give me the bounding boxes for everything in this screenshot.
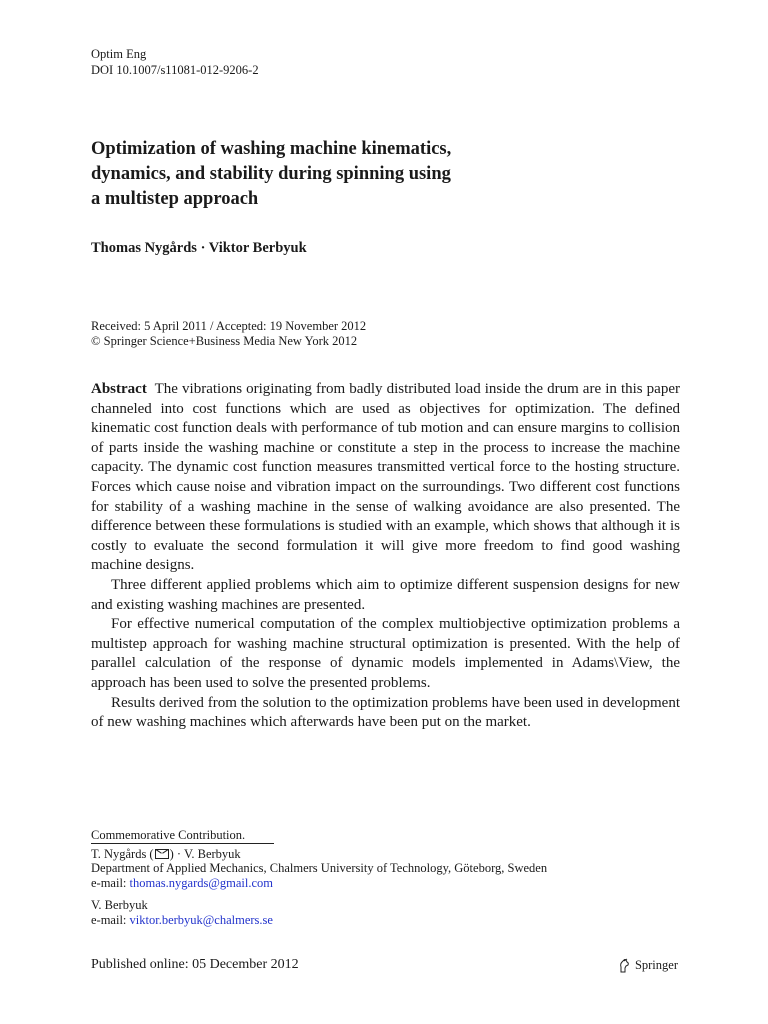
email-label: e-mail: <box>91 875 127 890</box>
email-label: e-mail: <box>91 912 127 927</box>
email-link-2[interactable]: viktor.berbyuk@chalmers.se <box>129 912 273 927</box>
footnote-rule <box>91 843 274 844</box>
footnote-note: Commemorative Contribution. <box>91 828 246 842</box>
envelope-icon <box>155 849 169 859</box>
email-line-2 <box>91 913 680 928</box>
affiliation: Department of Applied Mechanics, Chalmers University of Technology, Göteborg, Sweden <box>91 861 548 876</box>
abstract <box>91 380 680 733</box>
author1-prefix: T. Nygårds ( <box>91 846 154 861</box>
email-line-1 <box>91 876 680 891</box>
doi: DOI 10.1007/s11081-012-9206-2 <box>91 63 259 77</box>
springer-horse-icon <box>618 958 631 973</box>
dates-block <box>91 319 366 349</box>
author-2-name: V. Berbyuk <box>91 898 148 913</box>
received-accepted: Received: 5 April 2011 / Accepted: 19 November 2012 <box>91 319 367 333</box>
publisher-name: Springer <box>634 958 678 972</box>
title-line: Optimization of washing machine kinematics, <box>91 139 452 159</box>
published-online: Published online: 05 December 2012 <box>91 957 299 972</box>
paper-title <box>91 137 611 212</box>
footnotes <box>91 828 680 928</box>
abstract-paragraph: For effective numerical computation of the complex multiobjective optimization problems a multistep approach for washing machine structural optimization is presented. With the help of parallel calculation of the response of dynamic models implemented in Adams\View, the approach has been used to solve the presented problems. <box>91 616 680 691</box>
copyright: © Springer Science+Business Media New York 2012 <box>91 334 358 348</box>
title-line: a multistep approach <box>91 189 259 209</box>
publisher-logo <box>618 958 678 973</box>
corresponding-author <box>91 847 680 862</box>
journal-name: Optim Eng <box>91 47 147 61</box>
abstract-text: The vibrations originating from badly distributed load inside the drum are in this paper channeled into cost functions which are used as objectives for optimization. The defined kinematic cost function deals with performance of tub motion and can ensure margins to collision of parts inside the washing machine or constitute a step in the process to increase the machine capacity. The dynamic cost function measures transmitted vertical force to the hosting structure. Forces which cause noise and vibration impact on the surroundings. Two different cost functions for stability of a washing machine in the sense of walking avoidance are also presented. The difference between these formulations is studied with an example, which shows that although it is costly to evaluate the second formulation it will give more freedom to find good washing machine designs. <box>91 381 680 574</box>
abstract-paragraph: Results derived from the solution to the optimization problems have been used in development of new washing machines which afterwards have been put on the market. <box>91 694 680 731</box>
abstract-label: Abstract <box>91 381 147 397</box>
abstract-paragraph <box>91 380 680 576</box>
header-meta <box>91 46 259 78</box>
author-list: Thomas Nygårds · Viktor Berbyuk <box>91 240 307 256</box>
abstract-paragraph: Three different applied problems which aim to optimize different suspension designs for new and existing washing machines are presented. <box>91 576 680 613</box>
author1-suffix: ) · V. Berbyuk <box>169 846 241 861</box>
title-line: dynamics, and stability during spinning using <box>91 164 451 184</box>
email-link-1[interactable]: thomas.nygards@gmail.com <box>129 875 273 890</box>
